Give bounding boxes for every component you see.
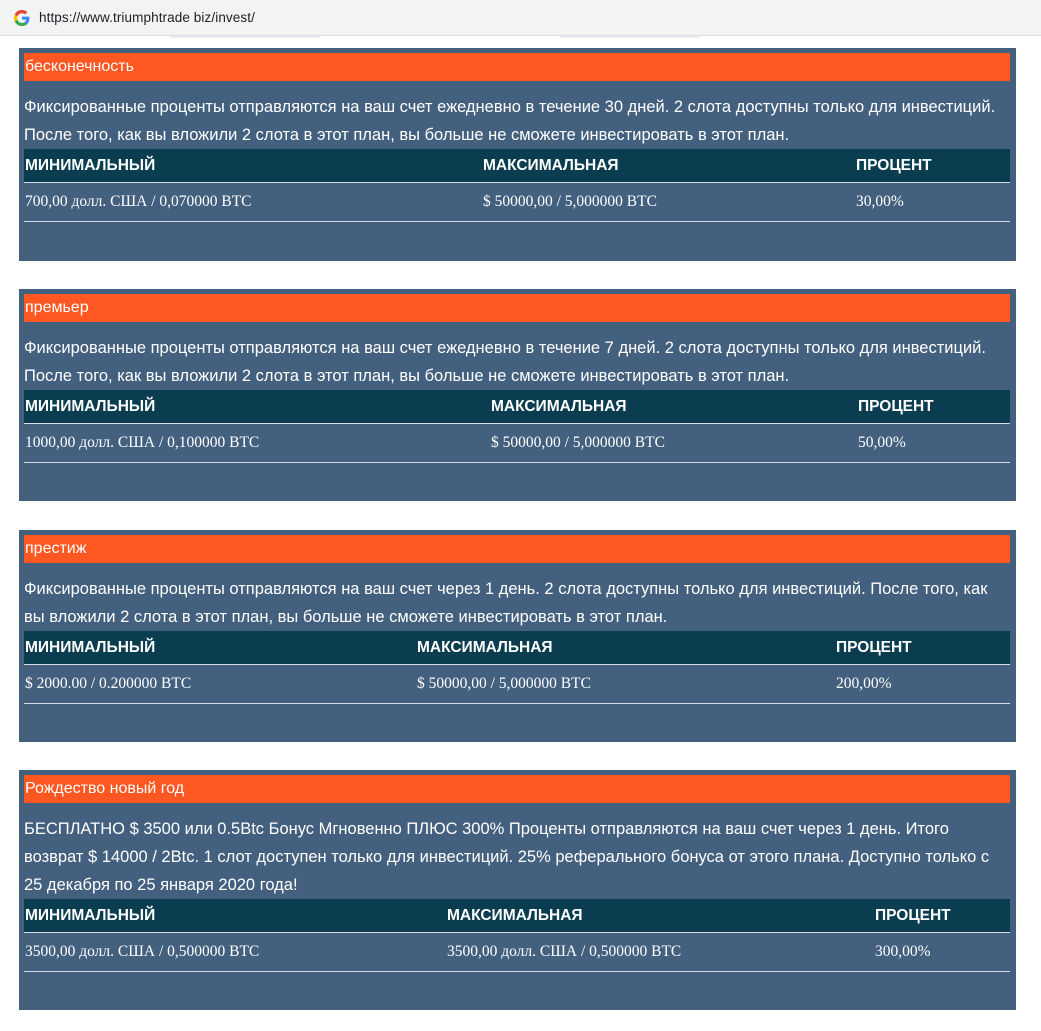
table-header-row — [24, 149, 1010, 183]
plan-title: Рождество новый год — [24, 775, 1010, 803]
google-icon — [14, 10, 30, 26]
min-value: $ 2000.00 / 0.200000 BTC — [24, 665, 416, 704]
max-value: $ 50000,00 / 5,000000 BTC — [416, 665, 835, 704]
min-value: 3500,00 долл. США / 0,500000 BTC — [24, 933, 446, 972]
table-header-row — [24, 390, 1010, 424]
plan-description: Фиксированные проценты отправляются на ваш счет ежедневно в течение 7 дней. 2 слота доступны только для инвестиций. После того, как вы вложили 2 слота в этот план, вы больше не сможете инвестировать в этот план. — [24, 339, 986, 385]
address-bar[interactable] — [0, 0, 1041, 36]
percent-value: 200,00% — [835, 665, 1010, 704]
min-value: 1000,00 долл. США / 0,100000 BTC — [24, 424, 490, 463]
header-percent: ПРОЦЕНТ — [874, 899, 1010, 933]
percent-value: 30,00% — [855, 183, 1010, 222]
min-value: 700,00 долл. США / 0,070000 BTC — [24, 183, 482, 222]
plan-table — [24, 390, 1010, 463]
header-maximum: МАКСИМАЛЬНАЯ — [490, 390, 857, 424]
table-row — [24, 183, 1010, 222]
plan-description: БЕСПЛАТНО $ 3500 или 0.5Btc Бонус Мгновенно ПЛЮС 300% Проценты отправляются на ваш счет через 1 день. Итого возврат $ 14000 / 2Btc. 1 слот доступен только для инвестиций. 25% реферального бонуса от этого плана. Доступно только с 25 декабря по 25 января 2020 года! — [24, 820, 990, 894]
faded-nav-line — [170, 36, 320, 38]
max-value: $ 50000,00 / 5,000000 BTC — [482, 183, 855, 222]
header-maximum: МАКСИМАЛЬНАЯ — [446, 899, 874, 933]
plan-table — [24, 631, 1010, 704]
url-text[interactable]: https://www.triumphtrade biz/invest/ — [39, 10, 255, 25]
table-row — [24, 933, 1010, 972]
header-minimum: МИНИМАЛЬНЫЙ — [24, 390, 490, 424]
plan-table — [24, 149, 1010, 222]
faded-nav-line — [560, 36, 700, 38]
header-percent: ПРОЦЕНТ — [835, 631, 1010, 665]
plan-table — [24, 899, 1010, 972]
plan-title: престиж — [24, 535, 1010, 563]
plan-card-infinity — [19, 48, 1016, 261]
percent-value: 300,00% — [874, 933, 1010, 972]
plan-card-prestige — [19, 530, 1016, 742]
table-header-row — [24, 899, 1010, 933]
header-minimum: МИНИМАЛЬНЫЙ — [24, 149, 482, 183]
header-maximum: МАКСИМАЛЬНАЯ — [416, 631, 835, 665]
table-header-row — [24, 631, 1010, 665]
header-percent: ПРОЦЕНТ — [855, 149, 1010, 183]
header-maximum: МАКСИМАЛЬНАЯ — [482, 149, 855, 183]
table-row — [24, 424, 1010, 463]
header-percent: ПРОЦЕНТ — [857, 390, 1010, 424]
max-value: 3500,00 долл. США / 0,500000 BTC — [446, 933, 874, 972]
plan-title: бесконечность — [24, 53, 1010, 81]
plan-card-premier — [19, 289, 1016, 501]
plan-card-christmas — [19, 770, 1016, 1010]
max-value: $ 50000,00 / 5,000000 BTC — [490, 424, 857, 463]
table-row — [24, 665, 1010, 704]
plan-title: премьер — [24, 294, 1010, 322]
header-minimum: МИНИМАЛЬНЫЙ — [24, 631, 416, 665]
header-minimum: МИНИМАЛЬНЫЙ — [24, 899, 446, 933]
percent-value: 50,00% — [857, 424, 1010, 463]
plan-description: Фиксированные проценты отправляются на ваш счет через 1 день. 2 слота доступны только для инвестиций. После того, как вы вложили 2 слота в этот план, вы больше не сможете инвестировать в этот план. — [24, 580, 988, 626]
plan-description: Фиксированные проценты отправляются на ваш счет ежедневно в течение 30 дней. 2 слота доступны только для инвестиций. После того, как вы вложили 2 слота в этот план, вы больше не сможете инвестировать в этот план. — [24, 98, 996, 144]
